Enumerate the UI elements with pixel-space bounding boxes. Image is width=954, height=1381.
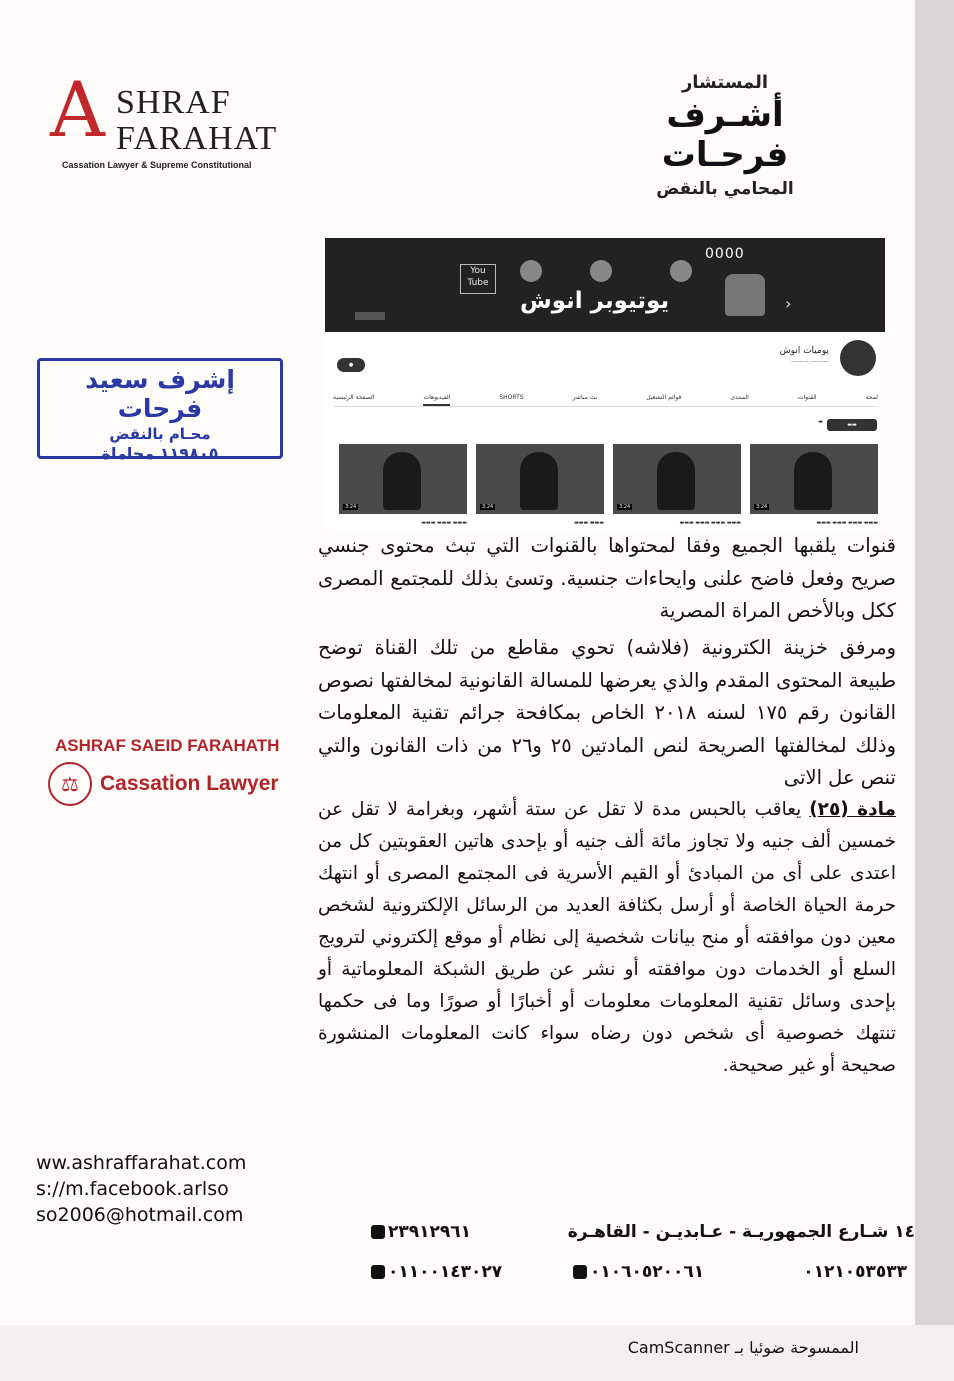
banner-button — [355, 312, 385, 320]
video-thumbnail — [339, 444, 467, 514]
subscribe-button: ● — [337, 358, 365, 372]
letterhead-role: المحامي بالنقض — [656, 179, 794, 199]
mobile-2-number: ٠١٠٦٠٥٢٠٠٦١ — [590, 1262, 705, 1282]
video-duration: 3:24 — [756, 504, 768, 510]
logo-letter: A — [50, 65, 105, 154]
letterhead-title: المستشار — [681, 72, 769, 93]
website-link[interactable]: ww.ashraffarahat.com — [36, 1152, 247, 1174]
video-thumbnail — [613, 444, 741, 514]
filter-chip: ▬▬ — [827, 419, 877, 431]
channel-meta: ——— ——— — [791, 358, 829, 365]
tabs-divider — [333, 406, 878, 407]
youtube-logo-top: You — [470, 266, 486, 276]
letterhead-name: أشـرف فرحـات — [661, 95, 789, 175]
whatsapp-icon — [371, 1265, 385, 1279]
paragraph-1: قنوات يلقبها الجميع وفقا لمحتواها بالقنوات التي تبث محتوى جنسي صريح وفعل فاضح علنى وايحاءات جنسية. وتسئ بذلك للمجتمع المصرى ككل وبالأخص المراة المصرية — [318, 534, 896, 622]
crown-icon — [670, 260, 692, 282]
contact-list — [36, 1150, 246, 1228]
stamp-title: محـام بالنقض — [109, 425, 211, 443]
figure-icon — [590, 260, 612, 282]
tab-live: بث مباشر — [572, 394, 598, 401]
video-duration: 3:24 — [482, 504, 494, 510]
facebook-link[interactable]: s://m.facebook.arlso — [36, 1178, 229, 1200]
video-duration: 3:24 — [345, 504, 357, 510]
whatsapp-icon — [573, 1265, 587, 1279]
youtube-logo-bottom: Tube — [467, 278, 489, 288]
video-duration: 3:24 — [619, 504, 631, 510]
tab-videos: الفيديوهات — [423, 394, 450, 406]
tab-community: المنتدى — [730, 394, 749, 401]
cup-icon — [725, 274, 765, 316]
stamp-number: ١١٩٨٠٥ محاماة — [101, 444, 219, 463]
arrow-icon: › — [785, 294, 792, 313]
phone-fixed-number: ٢٣٩١٢٩٦١ — [388, 1222, 472, 1242]
tab-about: لمحة — [865, 394, 878, 401]
crown-icon — [520, 260, 542, 282]
channel-banner — [325, 238, 885, 332]
mobile-2 — [570, 1262, 704, 1282]
mobile-1-number: ٠١٢١٠٥٣٥٣٣ — [803, 1262, 907, 1282]
address: ١٤ شـارع الجمهوريـة - عـابديـن - القاهـرة — [567, 1222, 915, 1242]
tab-shorts: SHORTS — [499, 394, 524, 401]
article-label: مادة (٢٥) — [809, 799, 896, 820]
stamp-name: إشرف سعيد فرحات — [85, 365, 235, 423]
avatar — [840, 340, 876, 376]
phone-fixed — [368, 1222, 471, 1242]
paragraph-2: ومرفق خزينة الكترونية (فلاشه) تحوي مقاطع من تلك القناة توضح طبيعة المحتوى المقدم والذي يعرضها للمسالة القانونية لمخالفتها نصوص القانون رقم ١٧٥ لسنه ٢٠١٨ الخاص بمكافحة جرائم تقنية المعلومات وذلك لمخالفتها الصريحة لنص المادتين ٢٥ و٢٦ من ذات القانون والتي تنص عل الاتى — [318, 636, 896, 789]
article-text: يعاقب بالحبس مدة لا تقل عن ستة أشهر، وبغرامة لا تقل عن خمسين ألف جنيه ولا تجاوز مائة ألف جنيه أو بإحدى هاتين العقوبتين كل من اعتدى على أى من المبادئ أو القيم الأسرية فى المجتمع المصرى أو انتهك حرمة الحياة الخاصة أو أرسل بكثافة العديد من الرسائل الإلكترونية لشخص معين دون موافقته أو منح بيانات شخصية إلى نظام أو موقع إلكتروني لترويج السلع أو الخدمات دون موافقته أو نشر عن طريق الشبكة المعلوماتية أو بإحدى وسائل تقنية المعلومات معلومات أو أخبارًا أو صورًا وما فى حكمها تنتهك خصوصية أى شخص دون رضاه سواء كانت المعلومات المنشورة صحيحة أو غير صحيحة. — [318, 799, 896, 1076]
video-thumbnail — [750, 444, 878, 514]
channel-tabs — [333, 394, 878, 406]
tab-home: الصفحة الرئيسية — [333, 394, 375, 401]
arabic-letterhead — [615, 72, 835, 199]
banner-title: يوتيوبر انوش — [520, 288, 670, 314]
signature-title: Cassation Lawyer — [100, 772, 279, 795]
youtube-logo-icon — [460, 264, 496, 294]
tab-channels: القنوات — [797, 394, 817, 401]
logo-line1: SHRAF — [116, 84, 231, 121]
banner-icons: 0000 — [705, 246, 745, 262]
page-shadow — [915, 0, 954, 1325]
channel-name: يوميات انوش — [779, 346, 829, 356]
mobile-3-number: ٠١١٠٠١٤٣٠٢٧ — [388, 1262, 503, 1282]
video-caption: ▬▬▬ ▬▬▬ ▬▬▬ ▬▬▬ — [679, 520, 741, 526]
email-link[interactable]: so2006@hotmail.com — [36, 1204, 244, 1226]
signature-name: ASHRAF SAEID FARAHATH — [55, 736, 280, 755]
camscanner-note: الممسوحة ضوئيا بـ CamScanner — [627, 1338, 859, 1357]
video-caption: ▬▬▬ ▬▬▬ ▬▬▬ — [421, 520, 467, 526]
article-25 — [318, 794, 896, 1082]
tab-playlists: قوائم التشغيل — [646, 394, 682, 401]
lawyer-stamp — [37, 358, 283, 463]
logo-subtitle: Cassation Lawyer & Supreme Constitutional — [62, 160, 252, 170]
scales-icon: ⚖ — [48, 762, 92, 806]
logo-line2: FARAHAT — [116, 120, 278, 157]
video-thumbnail — [476, 444, 604, 514]
signature-seal — [48, 762, 279, 806]
youtube-screenshot — [325, 238, 885, 532]
firm-logo — [50, 65, 290, 173]
video-caption: ▬▬▬ ▬▬▬ ▬▬▬ ▬▬▬ — [816, 520, 878, 526]
phone-icon — [371, 1225, 385, 1239]
filter-chip: ▬ — [818, 419, 823, 425]
mobile-3 — [368, 1262, 502, 1282]
video-caption: ▬▬▬ ▬▬▬ — [574, 520, 604, 526]
mobile-1 — [803, 1262, 907, 1282]
